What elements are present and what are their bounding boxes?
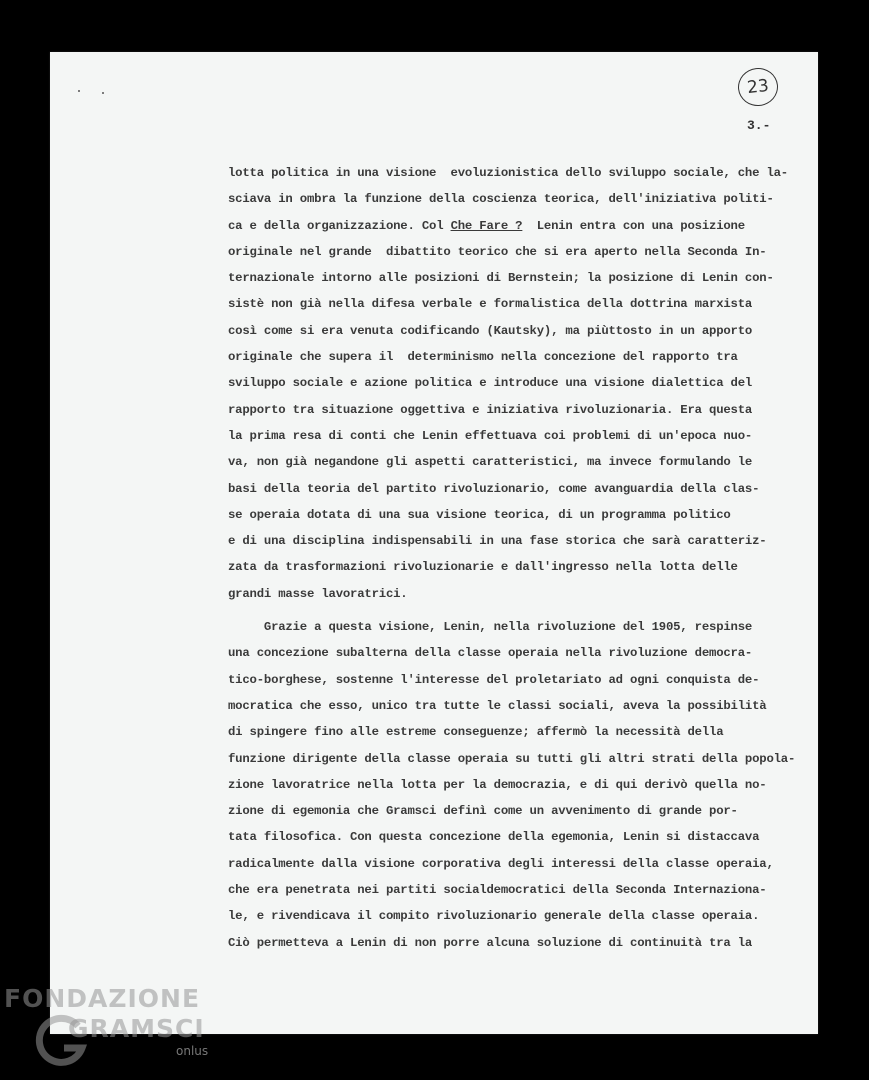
paragraph-gap bbox=[228, 607, 798, 614]
body-line: zata da trasformazioni rivoluzionarie e dall'ingresso nella lotta delle bbox=[228, 560, 738, 575]
body-line: zione di egemonia che Gramsci definì come un avvenimento di grande por- bbox=[228, 804, 738, 819]
body-line: sistè non già nella difesa verbale e formalistica della dottrina marxista bbox=[228, 297, 753, 312]
body-line: rapporto tra situazione oggettiva e iniziativa rivoluzionaria. Era questa bbox=[228, 402, 753, 417]
body-line: Ciò permetteva a Lenin di non porre alcuna soluzione di continuità tra la bbox=[228, 935, 753, 950]
archive-number: 23 bbox=[746, 75, 770, 99]
page-number: 3.- bbox=[747, 118, 771, 133]
paper-speck bbox=[78, 90, 80, 92]
body-line-with-title bbox=[228, 213, 798, 239]
body-line: originale nel grande dibattito teorico che si era aperto nella Seconda In- bbox=[228, 244, 767, 259]
body-line: e di una disciplina indispensabili in una fase storica che sarà caratteriz- bbox=[228, 534, 767, 549]
book-title-che-fare: Che Fare ? bbox=[450, 218, 523, 233]
body-line: zione lavoratrice nella lotta per la democrazia, e di qui derivò quella no- bbox=[228, 777, 767, 792]
body-line: radicalmente dalla visione corporativa degli interessi della classe operaia, bbox=[228, 856, 774, 871]
body-line: originale che supera il determinismo nella concezione del rapporto tra bbox=[228, 350, 738, 365]
body-line: va, non già negandone gli aspetti caratteristici, ma invece formulando le bbox=[228, 455, 753, 470]
body-line-head: ca e della organizzazione. Col bbox=[228, 218, 451, 233]
body-line: le, e rivendicava il compito rivoluzionario generale della classe operaia. bbox=[228, 909, 760, 924]
body-line: tata filosofica. Con questa concezione della egemonia, Lenin si distaccava bbox=[228, 830, 760, 845]
body-line-tail: Lenin entra con una posizione bbox=[522, 218, 745, 233]
watermark-line-gramsci: GRAMSCI bbox=[68, 1014, 205, 1043]
body-line: sviluppo sociale e azione politica e introduce una visione dialettica del bbox=[228, 376, 753, 391]
body-line: ternazionale intorno alle posizioni di Bernstein; la posizione di Lenin con- bbox=[228, 271, 774, 286]
body-line: tico-borghese, sostenne l'interesse del proletariato ad ogni conquista de- bbox=[228, 672, 760, 687]
watermark-line-onlus: onlus bbox=[176, 1044, 209, 1058]
body-line: la prima resa di conti che Lenin effettuava coi problemi di un'epoca nuo- bbox=[228, 428, 753, 443]
body-line: mocratica che esso, unico tra tutte le classi sociali, aveva la possibilità bbox=[228, 698, 767, 713]
body-line: se operaia dotata di una sua visione teorica, di un programma politico bbox=[228, 507, 731, 522]
fondazione-gramsci-watermark bbox=[4, 984, 234, 1080]
body-line: grandi masse lavoratrici. bbox=[228, 586, 408, 601]
typed-body bbox=[228, 160, 798, 956]
body-line: basi della teoria del partito rivoluzionario, come avanguardia della clas- bbox=[228, 481, 760, 496]
body-line: così come si era venuta codificando (Kautsky), ma piùttosto in un apporto bbox=[228, 323, 753, 338]
body-line: di spingere fino alle estreme conseguenze; affermò la necessità della bbox=[228, 725, 724, 740]
body-line: sciava in ombra la funzione della coscienza teorica, dell'iniziativa politi- bbox=[228, 192, 774, 207]
body-line: una concezione subalterna della classe operaia nella rivoluzione democra- bbox=[228, 646, 753, 661]
document-page bbox=[50, 52, 818, 1034]
archive-number-circle bbox=[736, 66, 780, 108]
paper-speck bbox=[102, 92, 104, 94]
body-line: Grazie a questa visione, Lenin, nella rivoluzione del 1905, respinse bbox=[228, 620, 753, 635]
body-line: funzione dirigente della classe operaia su tutti gli altri strati della popola- bbox=[228, 751, 796, 766]
body-line: lotta politica in una visione evoluzionistica dello sviluppo sociale, che la- bbox=[228, 166, 788, 180]
watermark-line-fondazione: FONDAZIONE bbox=[4, 984, 201, 1013]
body-line: che era penetrata nei partiti socialdemocratici della Seconda Internaziona- bbox=[228, 883, 767, 898]
